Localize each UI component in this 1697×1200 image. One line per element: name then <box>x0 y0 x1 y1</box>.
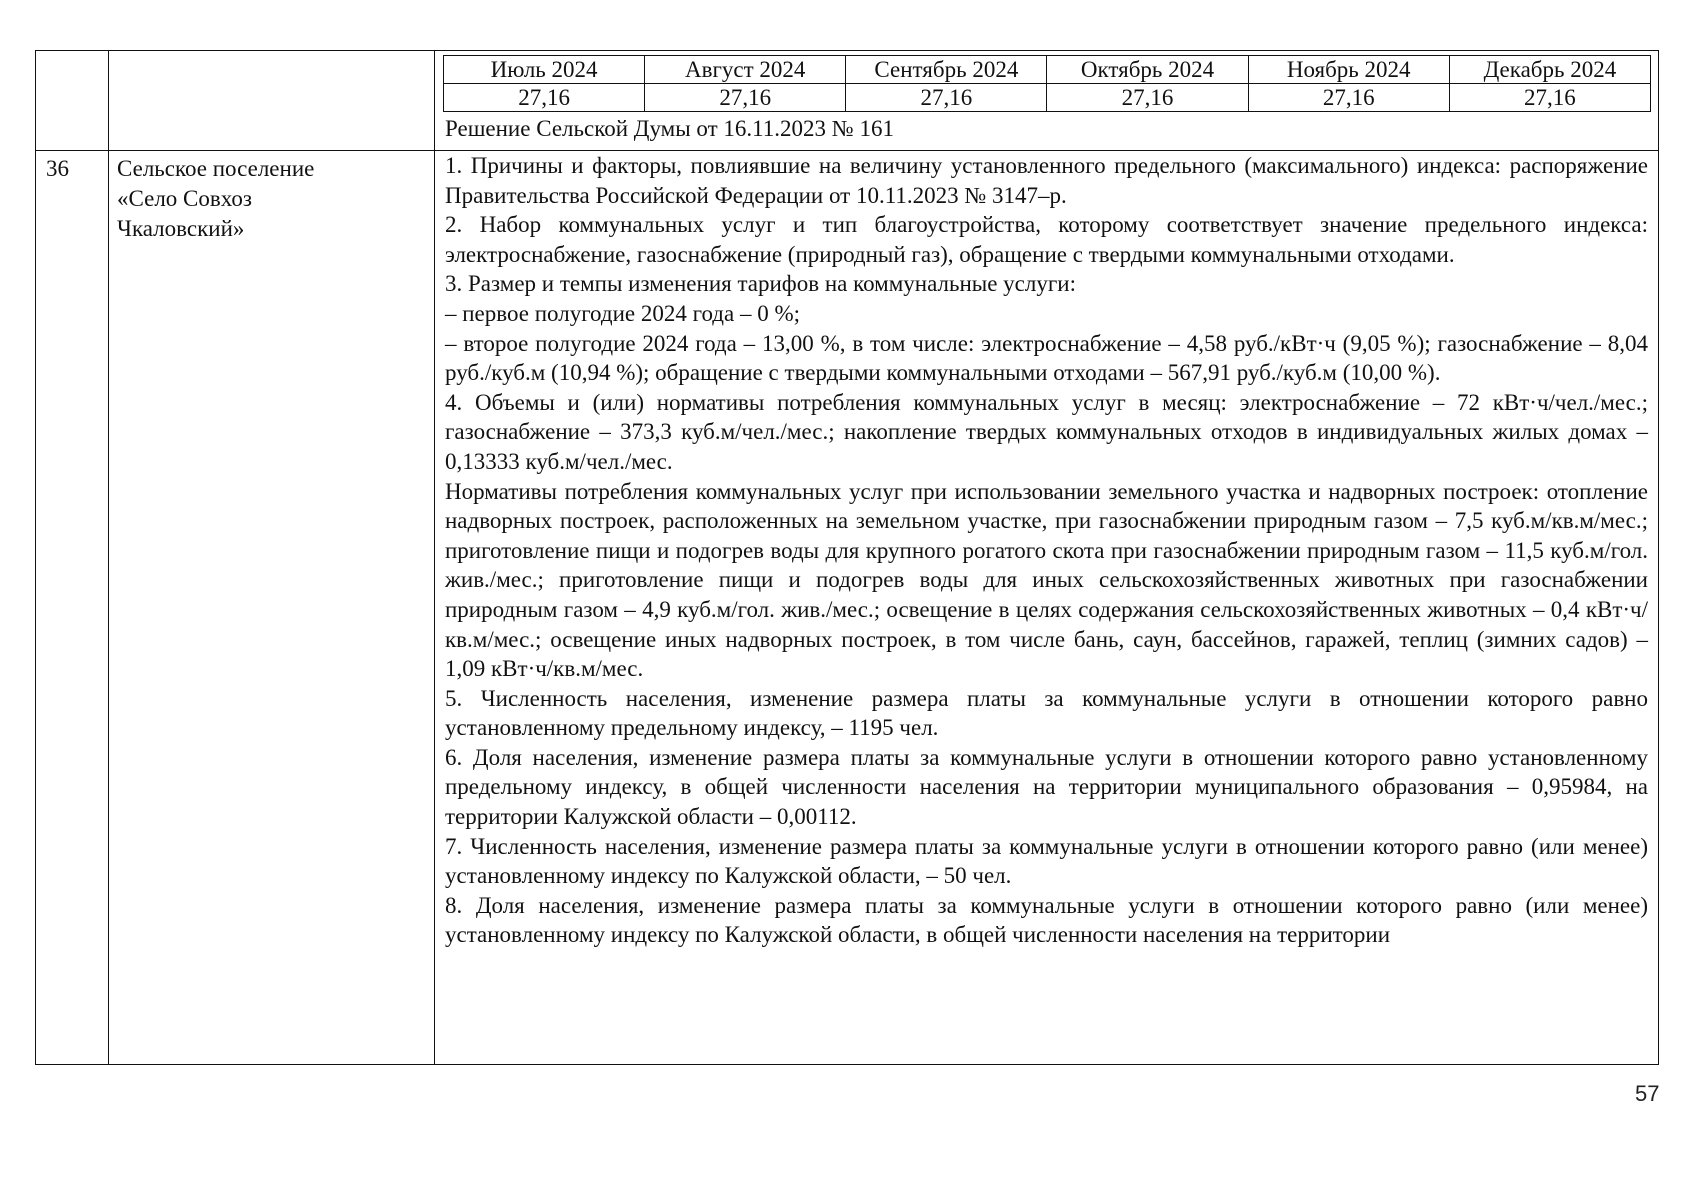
cell-name-empty <box>109 51 435 151</box>
paragraph: 4. Объемы и (или) нормативы потребления коммунальных услуг в месяц: электроснабжение – 72 кВт·ч/чел./мес.; газоснабжение – 373,3 куб.м/чел./мес.; накопление твердых коммунальных отходов в индивидуальных жилых домах – 0,13333 куб.м/чел./мес. <box>445 389 1648 474</box>
paragraph: 6. Доля населения, изменение размера платы за коммунальные услуги в отношении которого равно установленному предельному индексу, в общей численности населения на территории муниципального образования – 0,95984, на территории Калужской области – 0,00112. <box>445 744 1648 830</box>
paragraph: – второе полугодие 2024 года – 13,00 %, в том числе: электроснабжение – 4,58 руб./кВт·ч (9,05 %); газоснабжение – 8,04 руб./куб.м (10,94 %); обращение с твердыми коммунальными отходами – 567,91 руб./куб.м (10,00 %). <box>445 330 1648 386</box>
table-row-previous <box>36 51 1659 151</box>
tariff-index-table <box>35 50 1659 1065</box>
paragraph: Нормативы потребления коммунальных услуг при использовании земельного участка и надворных построек: отопление надворных построек, расположенных на земельном участке, при газоснабжении природным газом – 7,5 куб.м/кв.м/мес.; приготовление пищи и подогрев воды для крупного рогатого скота при газоснабжении природным газом – 11,5 куб.м/гол. жив./мес.; приготовление пищи и подогрев воды для иных сельскохозяйственных животных при газоснабжении природным газом – 4,9 куб.м/гол. жив./мес.; освещение в целях содержания сельскохозяйственных животных – 0,4 кВт·ч/кв.м/мес.; освещение иных надворных построек, в том числе бань, саун, бассейнов, гаражей, теплиц (зимних садов) – 1,09 кВт·ч/кв.м/мес. <box>445 478 1648 682</box>
months-value-row <box>444 84 1651 112</box>
paragraph: 7. Численность населения, изменение размера платы за коммунальные услуги в отношении которого равно (или менее) установленному индексу по Калужской области, – 50 чел. <box>445 833 1648 889</box>
month-header: Октябрь 2024 <box>1047 56 1248 84</box>
cell-description <box>435 151 1659 1065</box>
month-header: Декабрь 2024 <box>1449 56 1650 84</box>
paragraph: – первое полугодие 2024 года – 0 %; <box>445 300 801 326</box>
month-header: Август 2024 <box>645 56 846 84</box>
month-value: 27,16 <box>1047 84 1248 112</box>
month-value: 27,16 <box>846 84 1047 112</box>
paragraph: 3. Размер и темпы изменения тарифов на коммунальные услуги: <box>445 271 1076 297</box>
paragraph: 2. Набор коммунальных услуг и тип благоустройства, которому соответствует значение предельного индекса: электроснабжение, газоснабжение (природный газ), обращение с твердыми коммунальными отходами. <box>445 212 1648 267</box>
decision-reference: Решение Сельской Думы от 16.11.2023 № 161 <box>445 116 894 141</box>
settlement-name-line: Сельское поселение <box>117 156 315 181</box>
monthly-index-table <box>443 55 1651 112</box>
row-number: 36 <box>46 156 69 181</box>
month-value: 27,16 <box>645 84 846 112</box>
cell-months <box>435 51 1659 151</box>
paragraph: 5. Численность населения, изменение размера платы за коммунальные услуги в отношении которого равно установленному предельному индексу, – 1195 чел. <box>445 685 1648 741</box>
month-header: Сентябрь 2024 <box>846 56 1047 84</box>
cell-row-number <box>36 151 109 1065</box>
month-value: 27,16 <box>1248 84 1449 112</box>
page-number: 57 <box>1635 1081 1660 1106</box>
month-header: Июль 2024 <box>444 56 645 84</box>
cell-number-empty <box>36 51 109 151</box>
settlement-name-line: Чкаловский» <box>117 216 245 241</box>
month-header: Ноябрь 2024 <box>1248 56 1449 84</box>
paragraph: 1. Причины и факторы, повлиявшие на величину установленного предельного (максимального) индекса: распоряжение Правительства Российской Федерации от 10.11.2023 № 3147–р. <box>445 153 1648 208</box>
description-body <box>435 151 1658 1064</box>
cell-settlement-name <box>109 151 435 1065</box>
months-header-row <box>444 56 1651 84</box>
month-value: 27,16 <box>444 84 645 112</box>
month-value: 27,16 <box>1449 84 1650 112</box>
table-row-36 <box>36 151 1659 1065</box>
settlement-name <box>109 151 434 244</box>
settlement-name-line: «Село Совхоз <box>117 186 252 211</box>
paragraph: 8. Доля населения, изменение размера платы за коммунальные услуги в отношении которого равно (или менее) установленному индексу по Калужской области, в общей численности населения на территории <box>445 892 1648 948</box>
